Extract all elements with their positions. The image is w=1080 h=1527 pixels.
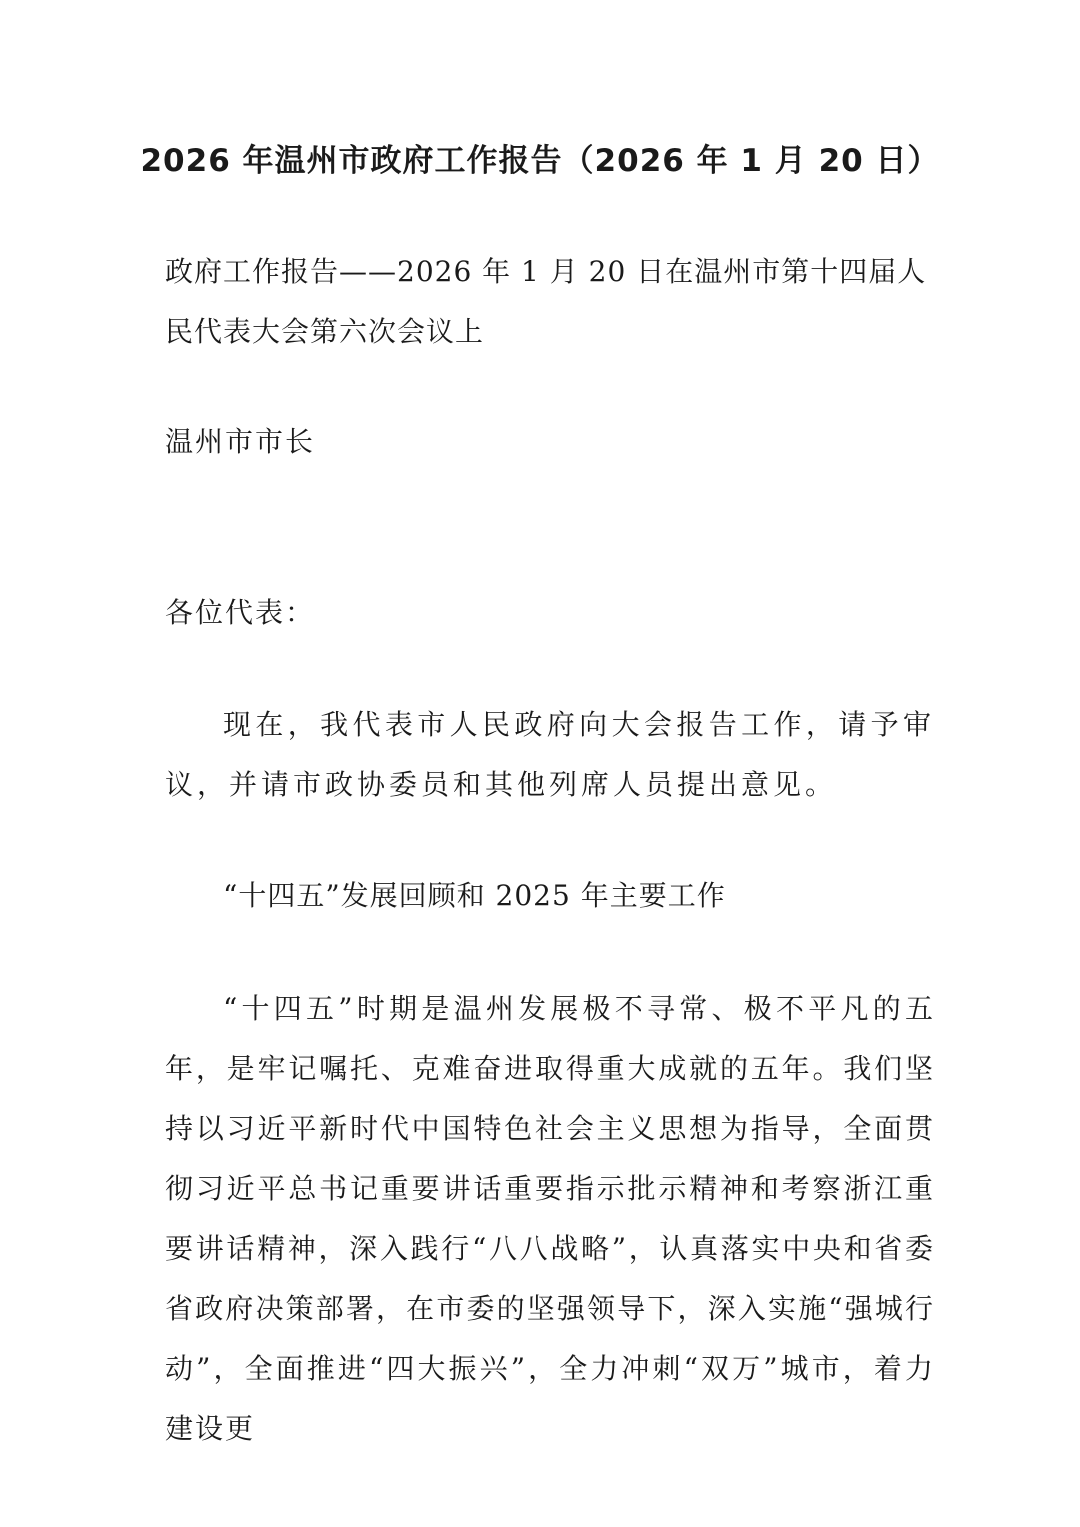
author-line: 温州市市长 bbox=[165, 425, 316, 458]
section-heading: “十四五”发展回顾和 2025 年主要工作 bbox=[223, 879, 726, 912]
document-title: 2026 年温州市政府工作报告（2026 年 1 月 20 日） bbox=[140, 143, 940, 179]
opening-paragraph: 现在，我代表市人民政府向大会报告工作，请予审议，并请市政协委员和其他列席人员提出意见。 bbox=[165, 708, 935, 801]
section-paragraph: “十四五”时期是温州发展极不寻常、极不平凡的五年，是牢记嘱托、克难奋进取得重大成就的五年。我们坚持以习近平新时代中国特色社会主义思想为指导，全面贯彻习近平总书记重要讲话重要指示批示精神和考察浙江重要讲话精神，深入践行“八八战略”，认真落实中央和省委省政府决策部署，在市委的坚强领导下，深入实施“强城行动”，全面推进“四大振兴”，全力冲刺“双万”城市，着力建设更 bbox=[165, 992, 935, 1445]
document-subtitle: 政府工作报告——2026 年 1 月 20 日在温州市第十四届人民代表大会第六次会议上 bbox=[165, 255, 927, 348]
greeting: 各位代表： bbox=[165, 596, 316, 629]
